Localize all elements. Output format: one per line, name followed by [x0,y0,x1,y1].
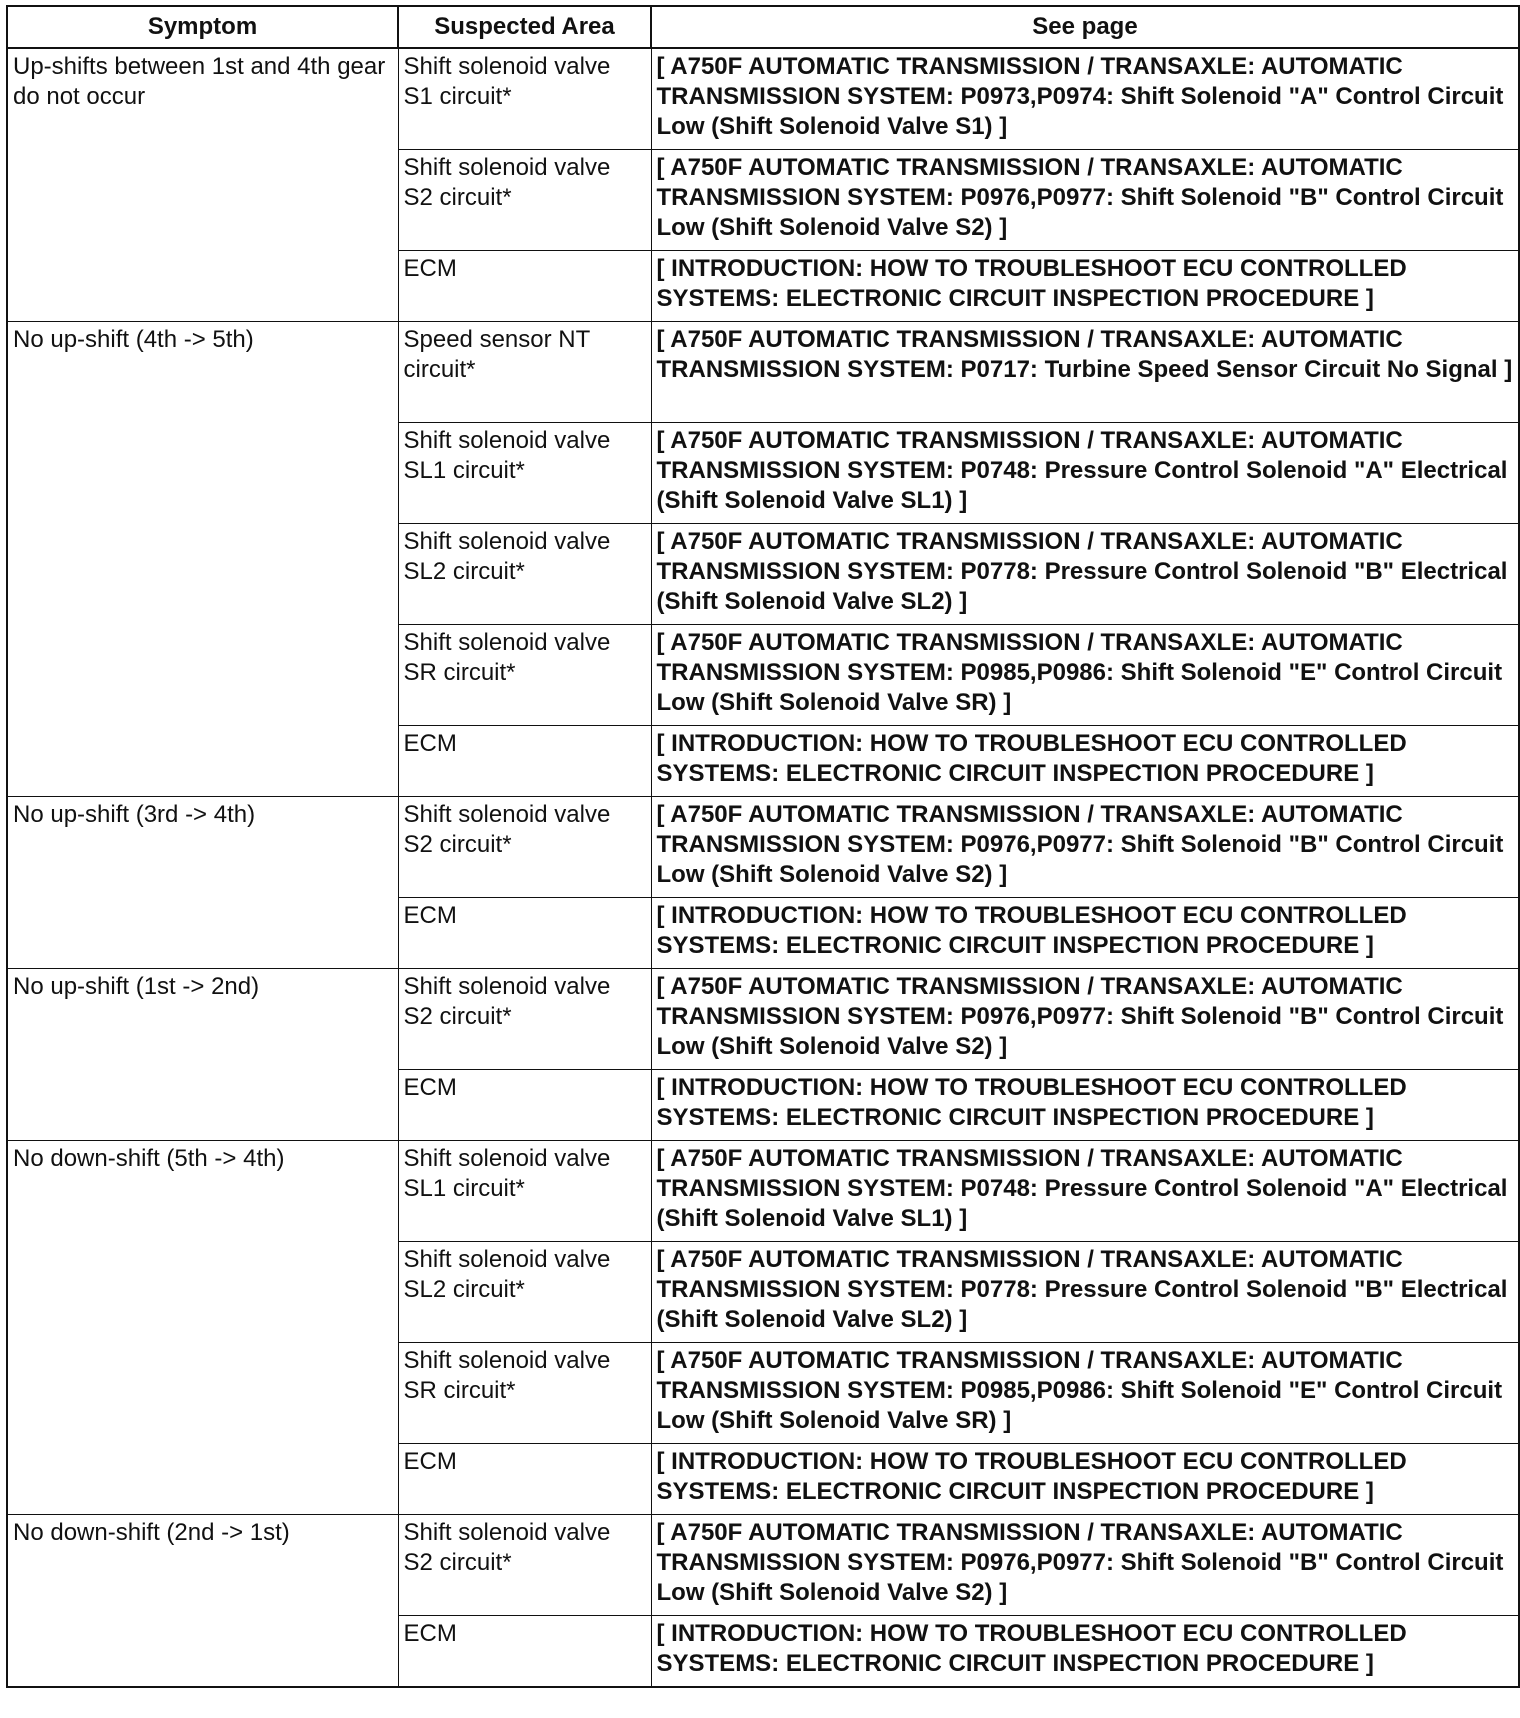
table-row [7,48,1519,150]
header-symptom: Symptom [7,6,398,48]
see-page-reference-cell: [ A750F AUTOMATIC TRANSMISSION / TRANSAXLE: AUTOMATIC TRANSMISSION SYSTEM: P0976,P0977: Shift Solenoid "B" Control Circuit Low (Shift Solenoid Valve S2) ] [651,1515,1519,1616]
see-page-reference-cell: [ INTRODUCTION: HOW TO TROUBLESHOOT ECU CONTROLLED SYSTEMS: ELECTRONIC CIRCUIT INSPECTION PROCEDURE ] [651,1616,1519,1688]
see-page-reference-cell: [ A750F AUTOMATIC TRANSMISSION / TRANSAXLE: AUTOMATIC TRANSMISSION SYSTEM: P0778: Pressure Control Solenoid "B" Electrical (Shift Solenoid Valve SL2) ] [651,524,1519,625]
suspected-area-cell: Shift solenoid valve S2 circuit* [398,969,651,1070]
see-page-reference-cell: [ INTRODUCTION: HOW TO TROUBLESHOOT ECU CONTROLLED SYSTEMS: ELECTRONIC CIRCUIT INSPECTION PROCEDURE ] [651,1444,1519,1515]
header-see-page: See page [651,6,1519,48]
see-page-reference-cell: [ A750F AUTOMATIC TRANSMISSION / TRANSAXLE: AUTOMATIC TRANSMISSION SYSTEM: P0973,P0974: Shift Solenoid "A" Control Circuit Low (Shift Solenoid Valve S1) ] [651,48,1519,150]
symptom-cell: No down-shift (2nd -> 1st) [7,1515,398,1688]
suspected-area-cell: ECM [398,251,651,322]
see-page-reference-cell: [ INTRODUCTION: HOW TO TROUBLESHOOT ECU CONTROLLED SYSTEMS: ELECTRONIC CIRCUIT INSPECTION PROCEDURE ] [651,726,1519,797]
see-page-reference-cell: [ INTRODUCTION: HOW TO TROUBLESHOOT ECU CONTROLLED SYSTEMS: ELECTRONIC CIRCUIT INSPECTION PROCEDURE ] [651,898,1519,969]
symptom-cell: No up-shift (4th -> 5th) [7,322,398,797]
suspected-area-cell: Shift solenoid valve S1 circuit* [398,48,651,150]
symptom-cell: No down-shift (5th -> 4th) [7,1141,398,1515]
suspected-area-cell: ECM [398,726,651,797]
suspected-area-cell: Shift solenoid valve S2 circuit* [398,797,651,898]
see-page-reference-cell: [ A750F AUTOMATIC TRANSMISSION / TRANSAXLE: AUTOMATIC TRANSMISSION SYSTEM: P0748: Pressure Control Solenoid "A" Electrical (Shift Solenoid Valve SL1) ] [651,1141,1519,1242]
suspected-area-cell: Shift solenoid valve S2 circuit* [398,1515,651,1616]
suspected-area-cell: Speed sensor NT circuit* [398,322,651,423]
see-page-reference-cell: [ A750F AUTOMATIC TRANSMISSION / TRANSAXLE: AUTOMATIC TRANSMISSION SYSTEM: P0748: Pressure Control Solenoid "A" Electrical (Shift Solenoid Valve SL1) ] [651,423,1519,524]
symptom-cell: No up-shift (1st -> 2nd) [7,969,398,1141]
suspected-area-cell: Shift solenoid valve SL2 circuit* [398,524,651,625]
see-page-reference-cell: [ INTRODUCTION: HOW TO TROUBLESHOOT ECU CONTROLLED SYSTEMS: ELECTRONIC CIRCUIT INSPECTION PROCEDURE ] [651,1070,1519,1141]
troubleshooting-sheet [6,5,1520,1688]
suspected-area-cell: Shift solenoid valve SL1 circuit* [398,1141,651,1242]
header-suspected-area: Suspected Area [398,6,651,48]
symptom-cell: No up-shift (3rd -> 4th) [7,797,398,969]
suspected-area-cell: ECM [398,898,651,969]
suspected-area-cell: Shift solenoid valve SR circuit* [398,625,651,726]
problem-symptoms-table [6,5,1520,1688]
header-row [7,6,1519,48]
table-row [7,797,1519,898]
symptom-cell: Up-shifts between 1st and 4th gear do not occur [7,48,398,322]
see-page-reference-cell: [ INTRODUCTION: HOW TO TROUBLESHOOT ECU CONTROLLED SYSTEMS: ELECTRONIC CIRCUIT INSPECTION PROCEDURE ] [651,251,1519,322]
suspected-area-cell: ECM [398,1616,651,1688]
table-row [7,322,1519,423]
see-page-reference-cell: [ A750F AUTOMATIC TRANSMISSION / TRANSAXLE: AUTOMATIC TRANSMISSION SYSTEM: P0976,P0977: Shift Solenoid "B" Control Circuit Low (Shift Solenoid Valve S2) ] [651,150,1519,251]
see-page-reference-cell: [ A750F AUTOMATIC TRANSMISSION / TRANSAXLE: AUTOMATIC TRANSMISSION SYSTEM: P0985,P0986: Shift Solenoid "E" Control Circuit Low (Shift Solenoid Valve SR) ] [651,625,1519,726]
suspected-area-cell: Shift solenoid valve S2 circuit* [398,150,651,251]
suspected-area-cell: Shift solenoid valve SL2 circuit* [398,1242,651,1343]
see-page-reference-cell: [ A750F AUTOMATIC TRANSMISSION / TRANSAXLE: AUTOMATIC TRANSMISSION SYSTEM: P0976,P0977: Shift Solenoid "B" Control Circuit Low (Shift Solenoid Valve S2) ] [651,969,1519,1070]
suspected-area-cell: ECM [398,1444,651,1515]
table-row [7,969,1519,1070]
see-page-reference-cell: [ A750F AUTOMATIC TRANSMISSION / TRANSAXLE: AUTOMATIC TRANSMISSION SYSTEM: P0778: Pressure Control Solenoid "B" Electrical (Shift Solenoid Valve SL2) ] [651,1242,1519,1343]
see-page-reference-cell: [ A750F AUTOMATIC TRANSMISSION / TRANSAXLE: AUTOMATIC TRANSMISSION SYSTEM: P0976,P0977: Shift Solenoid "B" Control Circuit Low (Shift Solenoid Valve S2) ] [651,797,1519,898]
suspected-area-cell: ECM [398,1070,651,1141]
suspected-area-cell: Shift solenoid valve SL1 circuit* [398,423,651,524]
suspected-area-cell: Shift solenoid valve SR circuit* [398,1343,651,1444]
see-page-reference-cell: [ A750F AUTOMATIC TRANSMISSION / TRANSAXLE: AUTOMATIC TRANSMISSION SYSTEM: P0717: Turbine Speed Sensor Circuit No Signal ] [651,322,1519,423]
table-row [7,1141,1519,1242]
see-page-reference-cell: [ A750F AUTOMATIC TRANSMISSION / TRANSAXLE: AUTOMATIC TRANSMISSION SYSTEM: P0985,P0986: Shift Solenoid "E" Control Circuit Low (Shift Solenoid Valve SR) ] [651,1343,1519,1444]
table-row [7,1515,1519,1616]
table-body [7,48,1519,1687]
